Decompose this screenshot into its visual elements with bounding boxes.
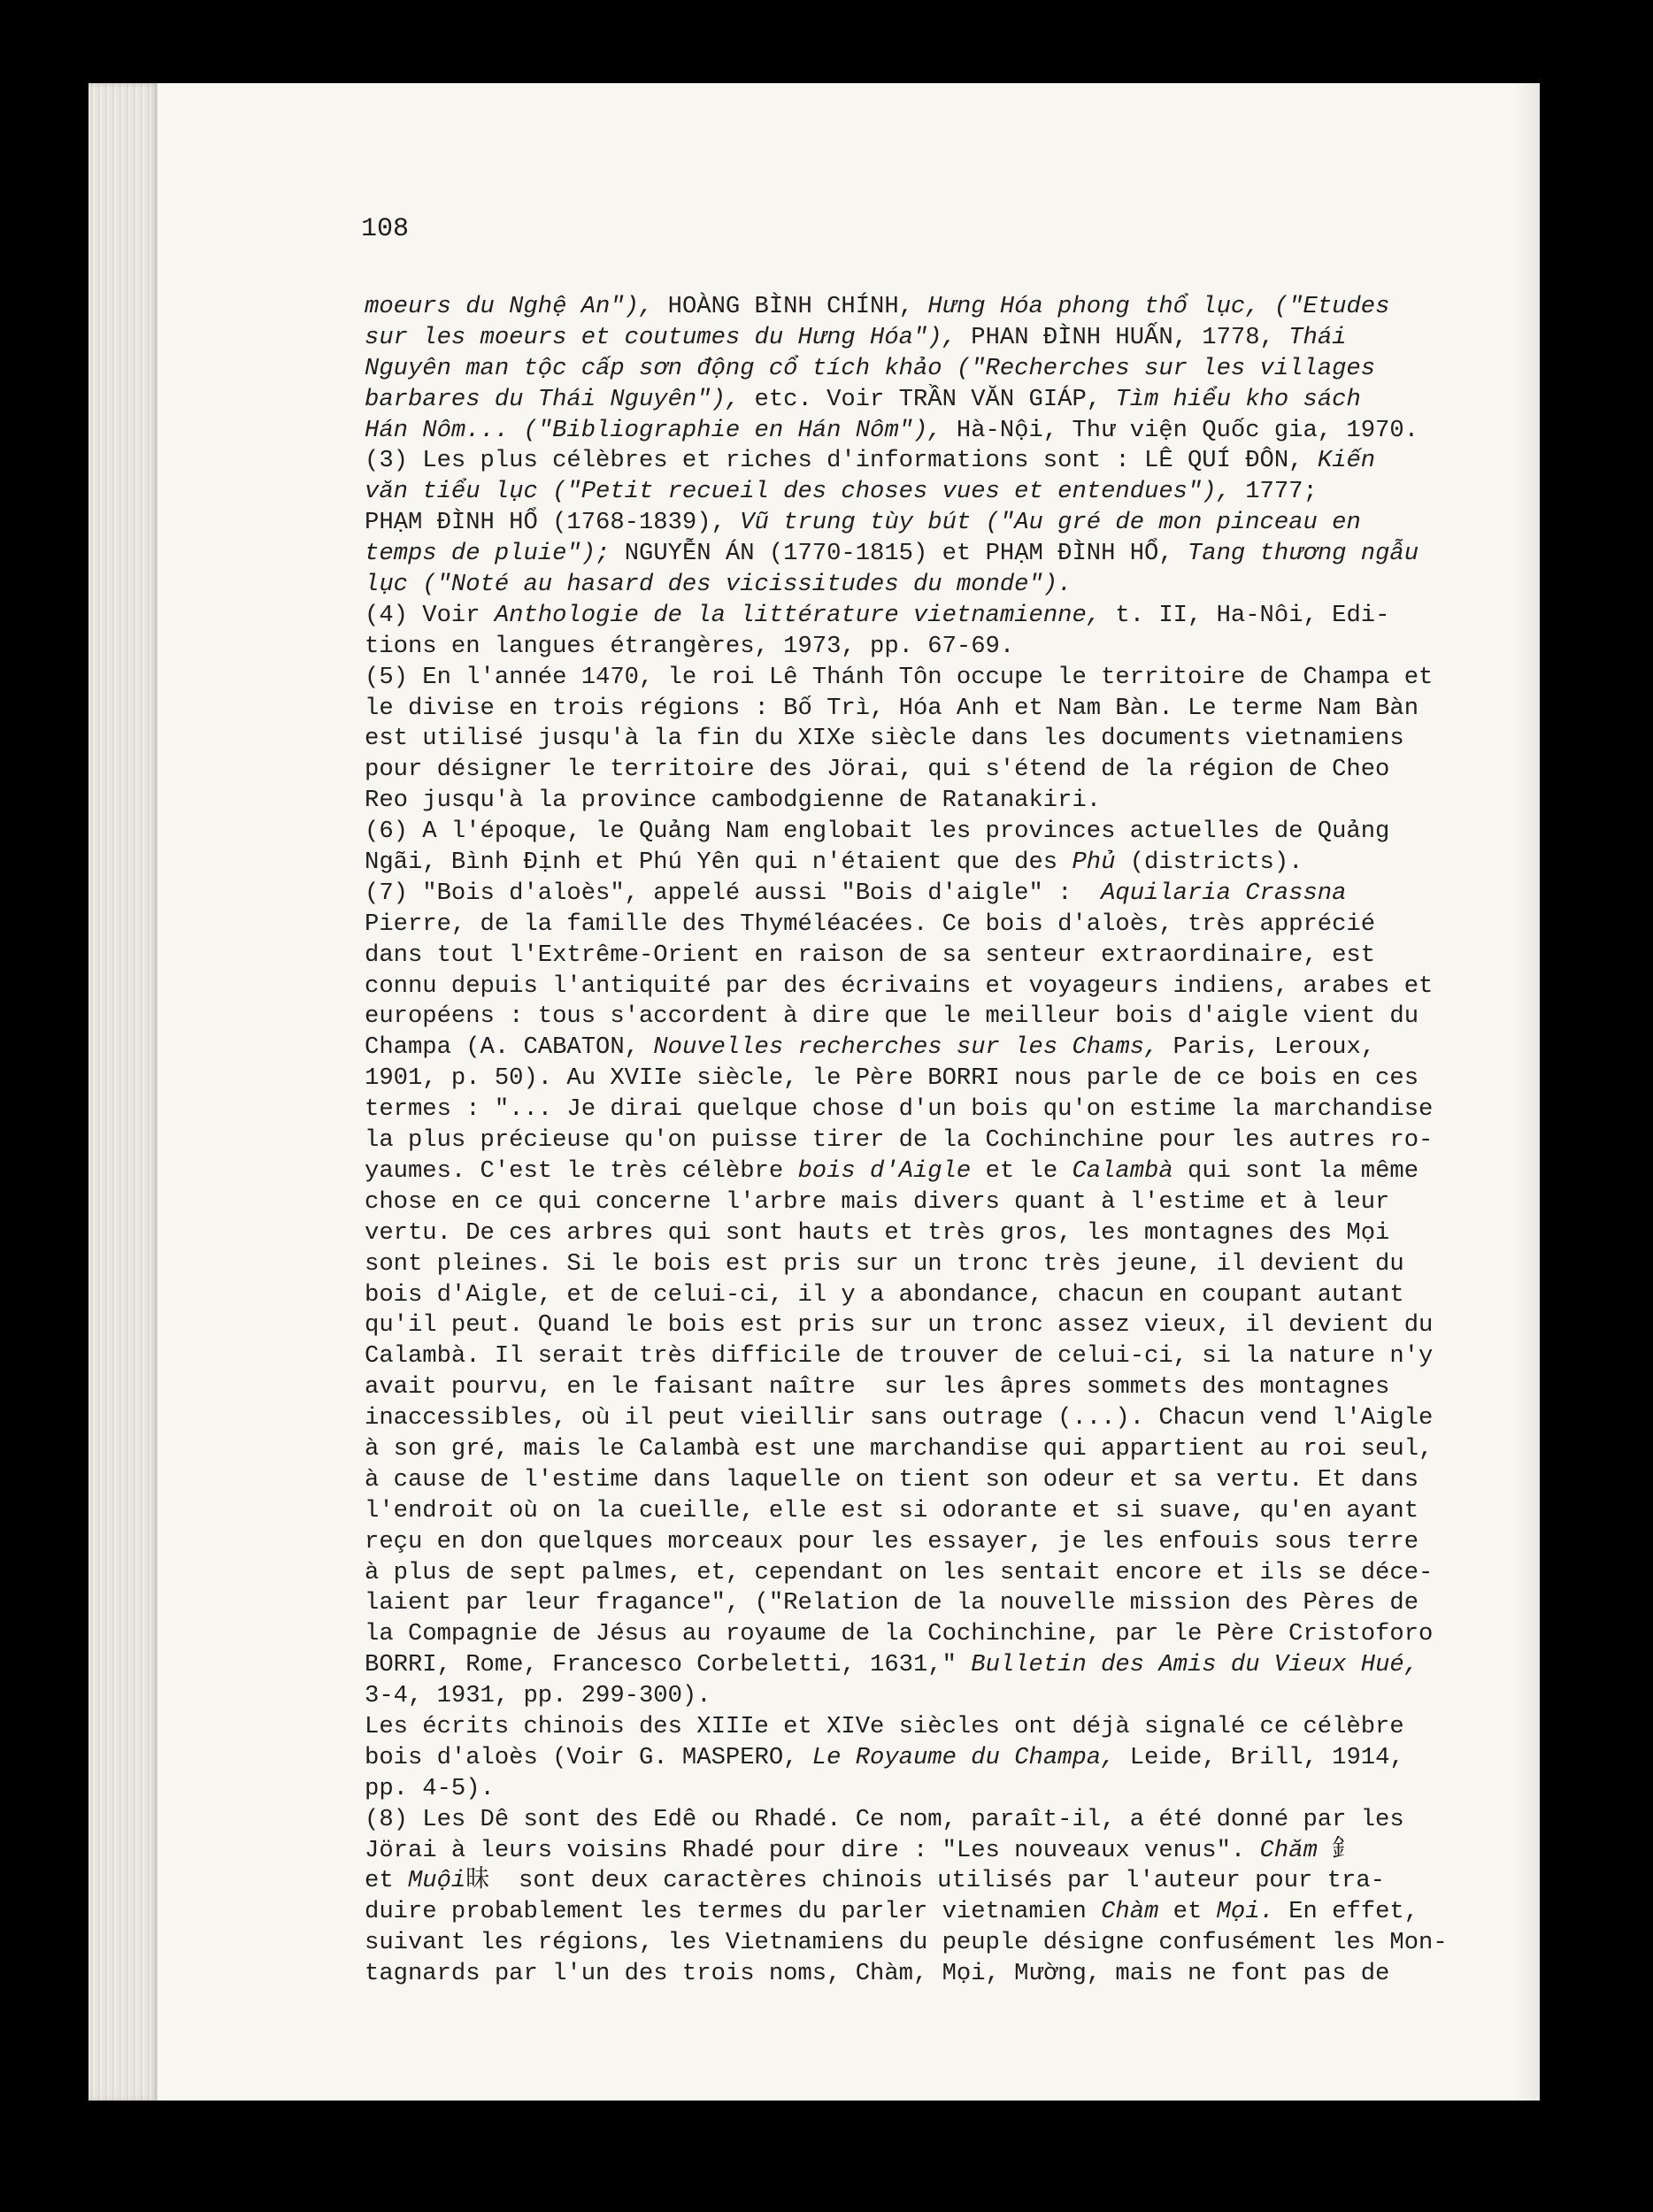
text-line (365, 879, 1540, 910)
text-line (365, 1280, 1540, 1311)
text-segment: 1777; (1245, 478, 1318, 506)
text-line (365, 1681, 1540, 1712)
text-line (365, 354, 1540, 385)
italic-text-segment: Vũ trung tùy bút ("Au gré de mon pinceau en (740, 509, 1361, 537)
italic-text-segment: Hưng Hóa phong thổ lục, ("Etudes (927, 293, 1390, 320)
text-segment: et (1172, 1898, 1217, 1926)
text-segment: Hà-Nội, Thư viện Quốc gia, 1970. (956, 416, 1419, 444)
text-line (365, 1836, 1540, 1867)
text-segment: et (365, 1867, 408, 1895)
text-segment: reçu en don quelques morceaux pour les essayer, je les enfouis sous terre (365, 1527, 1419, 1555)
italic-text-segment: Calambà (1072, 1156, 1188, 1185)
text-line (365, 323, 1540, 354)
text-line (365, 508, 1540, 539)
text-segment: (districts). (1129, 849, 1303, 877)
text-segment: pp. 4-5). (365, 1774, 495, 1802)
text-segment: la Compagnie de Jésus au royaume de la Cochinchine, par le Père Cristoforo (365, 1620, 1434, 1648)
text-segment: connu depuis l'antiquité par des écrivains et voyageurs indiens, arabes et (365, 972, 1434, 1000)
text-line (365, 1496, 1540, 1527)
text-line (365, 416, 1540, 447)
text-segment: tions en langues étrangères, 1973, pp. 67-69. (365, 632, 1015, 660)
text-segment: PHẠM ĐÌNH HỔ (1768-1839), (365, 509, 741, 537)
text-segment: tagnards par l'un des trois noms, Chàm, Mọi, Mường, mais ne font pas de (365, 1960, 1390, 1988)
text-line (365, 446, 1540, 477)
text-line (365, 1712, 1540, 1743)
text-segment: avait pourvu, en le faisant naître sur les âpres sommets des montagnes (365, 1373, 1390, 1402)
text-segment: qui sont la même (1188, 1156, 1419, 1185)
text-segment: BORRI, Rome, Francesco Corbeletti, 1631," (365, 1651, 972, 1679)
text-line (365, 910, 1540, 941)
text-segment: suivant les régions, les Vietnamiens du peuple désigne confusément les Mon- (365, 1929, 1448, 1957)
text-line (365, 570, 1540, 601)
text-line (365, 694, 1540, 725)
text-segment: (8) Les Dê sont des Edê ou Rhadé. Ce nom, paraît-il, a été donné par les (365, 1805, 1404, 1833)
text-segment: laient par leur fragance", ("Relation de la nouvelle mission des Pères de (365, 1589, 1419, 1617)
text-segment: le divise en trois régions : Bố Trì, Hóa Anh et Nam Bàn. Le terme Nam Bàn (365, 694, 1419, 722)
text-segment: à plus de sept palmes, et, cependant on les sentait encore et ils se déce- (365, 1558, 1434, 1586)
text-segment: dans tout l'Extrême-Orient en raison de sa senteur extraordinaire, est (365, 941, 1376, 969)
text-segment: inaccessibles, où il peut vieillir sans outrage (...). Chacun vend l'Aigle (365, 1404, 1434, 1432)
page-number: 108 (361, 214, 410, 244)
text-line (365, 1218, 1540, 1249)
text-line (365, 1249, 1540, 1280)
text-line (365, 1774, 1540, 1805)
italic-text-segment: temps de pluie"); (365, 540, 625, 568)
italic-text-segment: Nouvelles recherches sur les Chams, (653, 1033, 1173, 1062)
text-segment: 釒 (1332, 1836, 1357, 1864)
text-line (365, 1033, 1540, 1064)
text-segment: l'endroit où on la cueille, elle est si odorante et si suave, qu'en ayant (365, 1496, 1419, 1525)
text-segment: européens : tous s'accordent à dire que le meilleur bois d'aigle vient du (365, 1002, 1419, 1031)
italic-text-segment: barbares du Thái Nguyên"), (365, 385, 755, 413)
book-page (88, 83, 1540, 2101)
text-segment: la plus précieuse qu'on puisse tirer de la Cochinchine pour les autres ro- (365, 1126, 1434, 1155)
text-segment: Pierre, de la famille des Thyméléacées. Ce bois d'aloès, très apprécié (365, 910, 1376, 938)
text-line (365, 1928, 1540, 1959)
italic-text-segment: Chăm (1259, 1836, 1333, 1864)
text-line (365, 1527, 1540, 1558)
text-segment: pour désigner le territoire des Jörai, qui s'étend de la région de Cheo (365, 756, 1390, 784)
text-segment: duire probablement les termes du parler vietnamien (365, 1898, 1102, 1926)
text-segment: bois d'Aigle, et de celui-ci, il y a abondance, chacun en coupant autant (365, 1280, 1404, 1309)
text-segment: chose en ce qui concerne l'arbre mais divers quant à l'estime et à leur (365, 1187, 1390, 1216)
text-segment: HOÀNG BÌNH CHÍNH, (667, 293, 928, 320)
text-segment: vertu. De ces arbres qui sont hauts et très gros, les montagnes des Mọi (365, 1218, 1390, 1247)
text-segment: Reo jusqu'à la province cambodgienne de Ratanakiri. (365, 787, 1102, 815)
text-line (365, 1743, 1540, 1774)
italic-text-segment: lục ("Noté au hasard des vicissitudes du monde"). (365, 571, 1073, 599)
text-segment: Paris, Leroux, (1172, 1033, 1376, 1062)
text-segment: (4) Voir (365, 601, 495, 629)
text-segment: Ngãi, Bình Định et Phú Yên qui n'étaient que des (365, 849, 1073, 877)
text-line (365, 292, 1540, 323)
text-line (365, 539, 1540, 570)
text-line (365, 972, 1540, 1002)
text-line (365, 601, 1540, 632)
italic-text-segment: văn tiểu lục ("Petit recueil des choses vues et entendues"), (365, 478, 1246, 506)
text-segment: (3) Les plus célèbres et riches d'informations sont : LÊ QUÍ ĐÔN, (365, 447, 1318, 475)
text-line (365, 1187, 1540, 1218)
text-segment: 1901, p. 50). Au XVIIe siècle, le Père BORRI nous parle de ce bois en ces (365, 1064, 1419, 1093)
text-segment: PHAN ĐÌNH HUẤN, 1778, (971, 323, 1289, 351)
text-line (365, 1465, 1540, 1496)
text-segment: NGUYỄN ÁN (1770-1815) et PHẠM ĐÌNH HỔ, (624, 540, 1188, 568)
text-line (365, 1805, 1540, 1836)
text-line (365, 941, 1540, 972)
text-line (365, 1434, 1540, 1465)
text-line (365, 1156, 1540, 1187)
italic-text-segment: Le Royaume du Champa, (811, 1743, 1130, 1771)
text-line (365, 1650, 1540, 1681)
italic-text-segment: moeurs du Nghệ An"), (365, 293, 668, 320)
text-line (365, 786, 1540, 817)
italic-text-segment: Phủ (1072, 849, 1130, 877)
text-segment: bois d'aloès (Voir G. MASPERO, (365, 1743, 812, 1771)
text-line (365, 1064, 1540, 1094)
text-line (365, 1372, 1540, 1403)
text-line (365, 632, 1540, 663)
text-line (365, 1094, 1540, 1125)
text-segment: est utilisé jusqu'à la fin du XIXe siècle dans les documents vietnamiens (365, 725, 1404, 753)
page-stack-edge (88, 83, 158, 2101)
text-line (365, 477, 1540, 508)
italic-text-segment: Mọi. (1216, 1898, 1289, 1926)
text-line (365, 1310, 1540, 1341)
text-segment: à son gré, mais le Calambà est une marchandise qui appartient au roi seul, (365, 1434, 1434, 1463)
text-segment: yaumes. C'est le très célèbre (365, 1156, 798, 1185)
text-segment: Calambà. Il serait très difficile de trouver de celui-ci, si la nature n'y (365, 1342, 1434, 1371)
italic-text-segment: Hán Nôm... ("Bibliographie en Hán Nôm"), (365, 416, 957, 444)
text-line (365, 663, 1540, 694)
italic-text-segment: bois d'Aigle (797, 1156, 986, 1185)
text-segment: En effet, (1288, 1898, 1419, 1926)
italic-text-segment: Thái (1288, 323, 1347, 351)
text-segment: Champa (A. CABATON, (365, 1033, 654, 1062)
text-line (365, 1125, 1540, 1156)
text-segment: termes : "... Je dirai quelque chose d'un bois qu'on estime la marchandise (365, 1095, 1434, 1124)
text-segment: t. II, Ha-Nôi, Edi- (1115, 601, 1390, 629)
text-segment: et le (985, 1156, 1073, 1185)
italic-text-segment: Anthologie de la littérature vietnamienne, (494, 601, 1116, 629)
text-line (365, 1341, 1540, 1372)
text-line (365, 385, 1540, 416)
italic-text-segment: Aquilaria Crassna (1101, 879, 1347, 907)
italic-text-segment: Muội (407, 1867, 466, 1895)
text-segment: 昧 sont deux caractères chinois utilisés par l'auteur pour tra- (465, 1867, 1385, 1895)
text-line (365, 1558, 1540, 1589)
text-line (365, 1619, 1540, 1650)
text-line (365, 848, 1540, 879)
text-segment: (5) En l'année 1470, le roi Lê Thánh Tôn occupe le territoire de Champa et (365, 663, 1434, 691)
footnotes-text-block (365, 292, 1540, 1990)
text-line (365, 755, 1540, 786)
italic-text-segment: Bulletin des Amis du Vieux Hué, (971, 1651, 1419, 1679)
italic-text-segment: Tìm hiểu kho sách (1115, 385, 1361, 413)
text-segment: à cause de l'estime dans laquelle on tient son odeur et sa vertu. Et dans (365, 1465, 1419, 1494)
text-line (365, 724, 1540, 755)
italic-text-segment: Chàm (1101, 1898, 1173, 1926)
text-segment: sont pleines. Si le bois est pris sur un tronc très jeune, il devient du (365, 1249, 1404, 1278)
italic-text-segment: Tang thương ngẫu (1187, 540, 1419, 568)
text-segment: 3-4, 1931, pp. 299-300). (365, 1682, 711, 1710)
text-segment: qu'il peut. Quand le bois est pris sur un tronc assez vieux, il devient du (365, 1311, 1434, 1340)
text-line (365, 1002, 1540, 1033)
text-line (365, 1866, 1540, 1897)
text-line (365, 1403, 1540, 1434)
text-line (365, 1588, 1540, 1619)
text-segment: (6) A l'époque, le Quảng Nam englobait les provinces actuelles de Quảng (365, 818, 1390, 846)
text-segment: etc. Voir TRẦN VĂN GIÁP, (754, 385, 1116, 413)
text-segment: (7) "Bois d'aloès", appelé aussi "Bois d'aigle" : (365, 879, 1102, 907)
text-line (365, 1959, 1540, 1990)
text-segment: Jörai à leurs voisins Rhadé pour dire : "Les nouveaux venus". (365, 1836, 1260, 1864)
text-line (365, 817, 1540, 848)
text-segment: Les écrits chinois des XIIIe et XIVe siècles ont déjà signalé ce célèbre (365, 1712, 1404, 1740)
italic-text-segment: Kiến (1317, 447, 1376, 475)
text-line (365, 1897, 1540, 1928)
text-segment: Leide, Brill, 1914, (1129, 1743, 1404, 1771)
italic-text-segment: sur les moeurs et coutumes du Hưng Hóa"), (365, 323, 972, 351)
italic-text-segment: Nguyên man tộc cấp sơn động cổ tích khảo ("Recherches sur les villages (365, 354, 1376, 382)
